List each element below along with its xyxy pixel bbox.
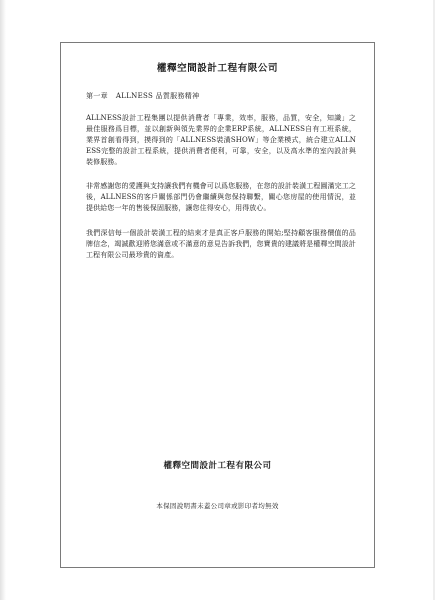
scan-edge [0,0,6,600]
paragraph-belief: 我們深信每一個設計裝潢工程的結束才是真正客戶服務的開始;堅持顧客服務價值的品牌信念，竭誠歡迎將您滿意或不滿意的意見告訴我們，您寶貴的建議將是權釋空間設計工程有限公司最珍貴的資產。 [86,229,356,259]
company-title: 權釋空間設計工程有限公司 [156,63,279,74]
document-frame [60,42,375,568]
footer-company-name: 權釋空間設計工程有限公司 [163,461,272,471]
paragraph-thanks: 非常感謝您的愛護與支持讓我們有機會可以爲您服務，在您的設計裝潢工程圓滿完工之後，ALLNESS的客戶關係部門仍會繼續與您保持聯繫，關心您房屋的使用情況，並提供給您一年的售後保固服務，讓您住得安心，用得放心。 [86,182,356,212]
validity-note: 本保固說明書未蓋公司章或影印者均無效 [156,502,279,510]
chapter-title: ALLNESS 品質服務精神 [115,92,200,100]
paragraph-intro: ALLNESS設計工程集團以提供消費者「專業，效率，服務，品質，安全，知識」之最佳服務爲目標，並以創新與領先業界的企業ERP系統，ALLNESS自有工班系統，業界首創看得到，摸得到的「ALLNESS裝潢SHOW」等企業模式，統合建立ALLNESS完整的設計工程系統，提供消費者便利，可靠，安全，以及高水準的室內設計與裝修服務。 [86,114,356,166]
chapter-number: 第一章 [86,92,108,100]
chapter-heading [86,91,199,101]
